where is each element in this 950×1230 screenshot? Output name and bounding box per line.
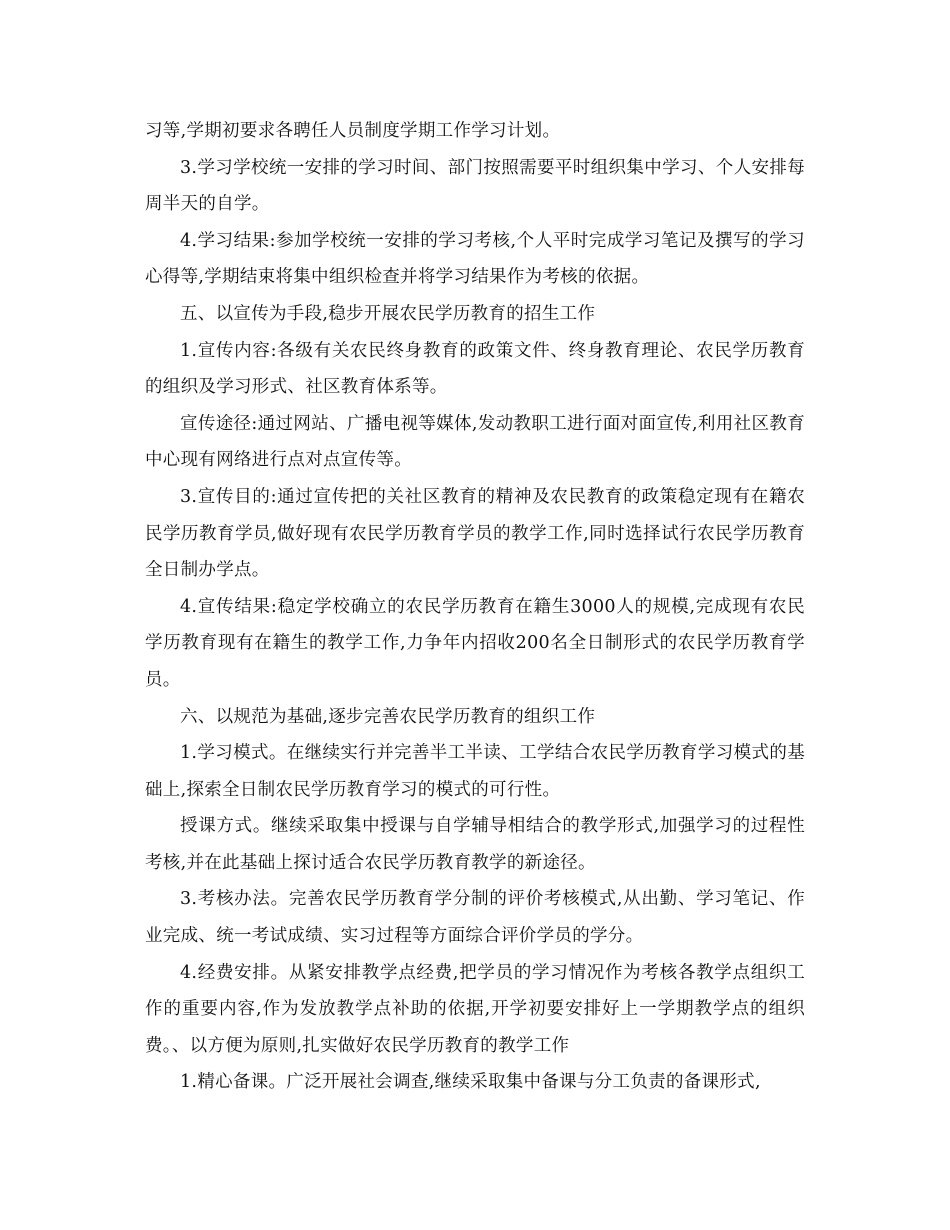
paragraph-6: 宣传途径:通过网站、广播电视等媒体,发动教职工进行面对面宣传,利用社区教育中心现有网络进行点对点宣传等。: [145, 413, 805, 471]
section-heading-5: 五、以宣传为手段,稳步开展农民学历教育的招生工作: [180, 303, 596, 324]
paragraph-8: 4.宣传结果:稳定学校确立的农民学历教育在籍生3000人的规模,完成现有农民学历教育现有在籍生的教学工作,力争年内招收200名全日制形式的农民学历教育学员。: [145, 596, 805, 690]
section-heading-6: 六、以规范为基础,逐步完善农民学历教育的组织工作: [180, 706, 596, 727]
paragraph-7: 3.宣传目的:通过宣传把的关社区教育的精神及农民教育的政策稳定现有在籍农民学历教育学员,做好现有农民学历教育学员的教学工作,同时选择试行农民学历教育全日制办学点。: [145, 486, 805, 581]
document-body: [145, 113, 805, 1101]
paragraph-10: 1.学习模式。在继续实行并完善半工半读、工学结合农民学历教育学习模式的基础上,探索全日制农民学历教育学习的模式的可行性。: [145, 743, 805, 800]
paragraph-11: 授课方式。继续采取集中授课与自学辅导相结合的教学形式,加强学习的过程性考核,并在此基础上探讨适合农民学历教育教学的新途径。: [145, 816, 805, 873]
paragraph-13: 4.经费安排。从紧安排教学点经费,把学员的学习情况作为考核各教学点组织工作的重要内容,作为发放教学点补助的依据,开学初要安排好上一学期教学点的组织费。、以方便为原则,扎实做好农民学历教育的教学工作: [145, 962, 805, 1056]
paragraph-1: 习等,学期初要求各聘任人员制度学期工作学习计划。: [145, 121, 561, 141]
paragraph-14: 1.精心备课。广泛开展社会调查,继续采取集中备课与分工负责的备课形式,: [180, 1072, 761, 1093]
paragraph-5: 1.宣传内容:各级有关农民终身教育的政策文件、终身教育理论、农民学历教育的组织及学习形式、社区教育体系等。: [145, 340, 805, 398]
paragraph-12: 3.考核办法。完善农民学历教育学分制的评价考核模式,从出勤、学习笔记、作业完成、统一考试成绩、实习过程等方面综合评价学员的学分。: [145, 889, 805, 947]
paragraph-2: 3.学习学校统一安排的学习时间、部门按照需要平时组织集中学习、个人安排每周半天的自学。: [145, 157, 805, 215]
paragraph-3: 4.学习结果:参加学校统一安排的学习考核,个人平时完成学习笔记及撰写的学习心得等,学期结束将集中组织检查并将学习结果作为考核的依据。: [145, 230, 805, 288]
